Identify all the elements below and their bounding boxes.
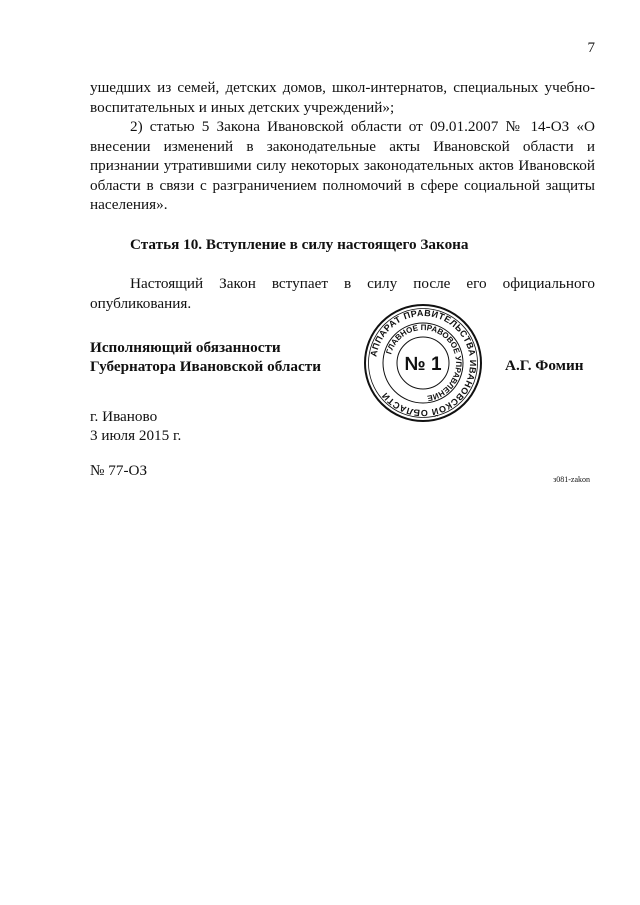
paragraph-entry-into-force: Настоящий Закон вступает в силу после его официального опубликования. (90, 275, 595, 312)
date: 3 июля 2015 г. (90, 427, 182, 444)
stamp-ring-text: АППАРАТ ПРАВИТЕЛЬСТВА ИВАНОВСКОЙ ОБЛАСТИ (368, 307, 479, 419)
paragraph-continuation: ушедших из семей, детских домов, школ-интернатов, специальных учебно-воспитательных и иных детских учреждений»; (90, 79, 595, 116)
stamp-inner-text: ГЛАВНОЕ ПРАВОВОЕ УПРАВЛЕНИЕ (384, 322, 464, 403)
official-stamp (362, 302, 484, 424)
document-body (90, 78, 595, 313)
position-line-1: Исполняющий обязанности (90, 339, 281, 356)
article-heading: Статья 10. Вступление в силу настоящего Закона (130, 235, 469, 253)
law-number: № 77-ОЗ (90, 462, 148, 479)
place: г. Иваново (90, 408, 158, 425)
place-and-date (90, 407, 181, 445)
position-line-2: Губернатора Ивановской области (90, 358, 321, 375)
document-id: з081-zakon (553, 475, 590, 484)
paragraph-item-2: 2) статью 5 Закона Ивановской области от 09.01.2007 № 14-ОЗ «О внесении изменений в законодательные акты Ивановской области и признании утратившими силу некоторых законодательных актов Ивановской области в связи с разграничением полномочий в сфере социальной защиты населения». (90, 118, 595, 213)
signatory-name: А.Г. Фомин (505, 357, 584, 374)
page-number: 7 (587, 40, 595, 56)
signatory-position (90, 338, 321, 376)
stamp-center-text: № 1 (404, 354, 442, 375)
